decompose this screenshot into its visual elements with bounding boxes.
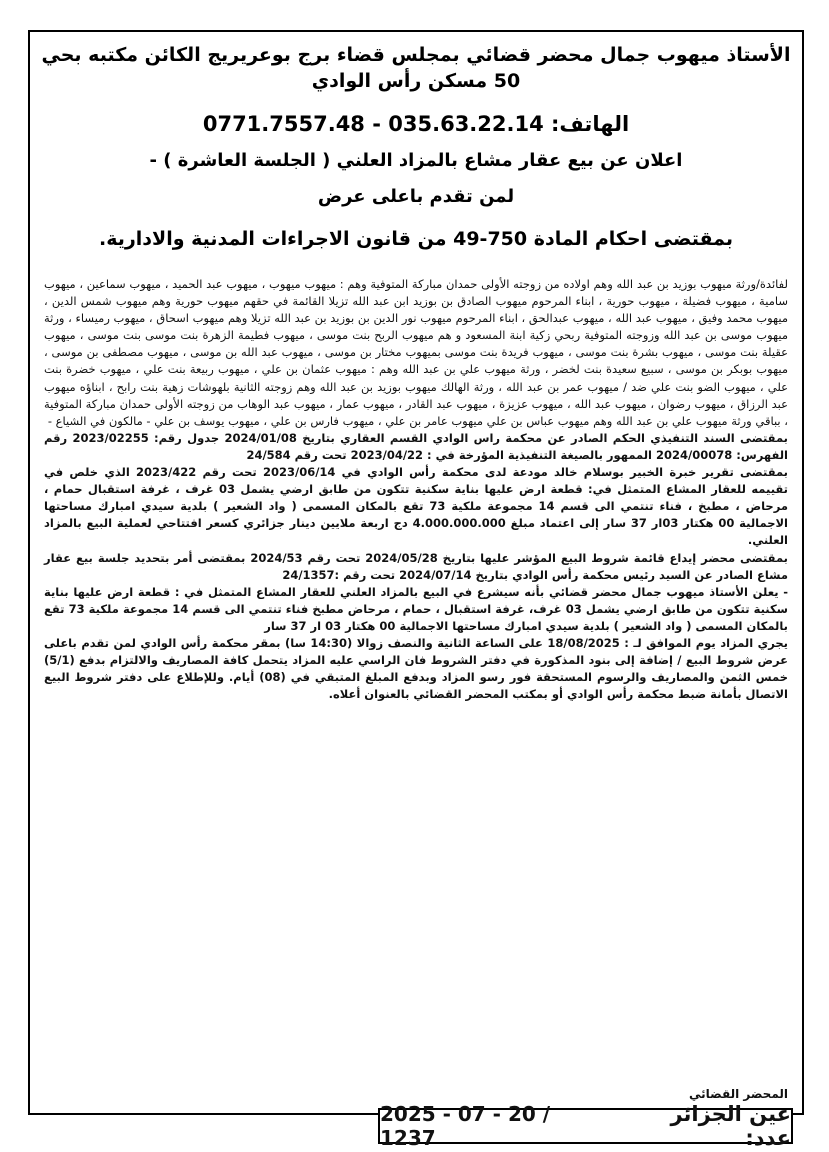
- auction-details-paragraph: يجري المزاد يوم الموافق لـ : 18/08/2025 على الساعة الثانية والنصف زوالا (14:30 سا) بمقر محكمة رأس الوادي لمن تقدم باعلى عرض شروط البيع / إضافة إلى بنود المذكورة في دفتر الشروط فان الراسي عليه المزاد يتحمل كافة المصاريف والالتزام بدفع (5/1) خمس الثمن والمصاريف والرسوم المستحقة فور رسو المزاد وبدفع المبلغ المتبقي في (08) أيام. وللإطلاع على دفتر شروط البيع الاتصال بأمانة ضبط محكمة رأس الوادي أو بمكتب المحضر القضائي بالعنوان أعلاه.: [44, 635, 788, 702]
- notice-body: [44, 276, 788, 703]
- legal-notice-box: [28, 30, 804, 1115]
- publication-footer: [378, 1102, 793, 1150]
- footer-label: عين الجزائر عدد:: [670, 1102, 791, 1150]
- legal-basis: بمقتضى احكام المادة 750-49 من قانون الاجراءات المدنية والادارية.: [98, 228, 734, 250]
- parties-paragraph: لفائدة/ورثة ميهوب بوزيد بن عبد الله وهم اولاده من زوجته الأولى حمدان مباركة المتوفية وهم : ميهوب ميهوب ، ميهوب عبد الحميد ، ميهوب سماعين ، ميهوب سامية ، ميهوب فضيلة ، ميهوب حورية ، ابناء المرحوم ميهوب الصادق بن بوزيد ابن عبد الله تزيلا القائمة في حقهم ميهوب حورية وهم ميهوب شمس الدين ، ميهوب محمد وفيق ، ميهوب عبد الله ، ميهوب عبدالحق ، ابناء المرحوم ميهوب نور الدين بن بوزيد بن عبد الله تزيلا وهم ميهوب اسحاق ، ميهوب رميساء ، ورثة ميهوب موسى بن عبد الله وزوجته المتوفية ربحي زكية ابنة المسعود و هم ميهوب الربح بنت موسى ، ميهوب فطيمة الزهرة بنت موسى بنت موسى ، ميهوب عقيلة بنت موسى ، ميهوب بشرة بنت موسى ، ميهوب فريدة بنت موسى بميهوب مختار بن موسى ، ميهوب عبد الله بن موسى ، ميهوب مصطفى بن موسى ، ميهوب بوبكر بن موسى ، سبيع سعيدة بنت لخضر ، ورثة ميهوب علي بن عبد الله وهم : ميهوب عثمان بن علي ، ميهوب ربيعة بنت علي ، ميهوب خضرة بنت علي ، ميهوب الضو بنت علي ضد / ميهوب عمر بن عبد الله ، ورثة الهالك ميهوب بوزيد بن عبد الله وهم زوجته الثانية بلهوشات زهية بنت رابح ، ابناؤه ميهوب عبد الرزاق ، ميهوب رضوان ، ميهوب عبد الله ، ميهوب عزيزة ، ميهوب عبد القادر ، ميهوب عمار ، ميهوب عبد الوهاب من زوجته الأولى حمدان مباركة المتوفية ، بباقي ورثة ميهوب علي بن عبد الله وهم ميهوب عباس بن علي ميهوب عامر بن علي ، ميهوب فارس بن علي ، ميهوب يوسف بن علي - مالكون في الشياع -: [44, 277, 788, 428]
- footer-issue-date: 2025 - 07 - 20 / 1237: [380, 1102, 551, 1150]
- bailiff-header: الأستاذ ميهوب جمال محضر قضائي بمجلس قضاء برج بوعريريج الكائن مكتبه بحي 50 مسكن رأس الوادي: [41, 44, 791, 92]
- notice-title: اعلان عن بيع عقار مشاع بالمزاد العلني ( الجلسة العاشرة ) -: [149, 150, 683, 171]
- phone-line: الهاتف: 035.63.22.14 - 0771.7557.48: [202, 112, 630, 136]
- conditions-paragraph: بمقتضى محضر إيداع قائمة شروط البيع المؤشر عليها بتاريخ 2024/05/28 تحت رقم 2024/53 بمقتضى أمر بتحديد جلسة بيع عقار مشاع الصادر عن السيد رئيس محكمة رأس الوادي بتاريخ 2024/07/14 تحت رقم :24/1357: [44, 550, 788, 582]
- announcement-paragraph: - يعلن الأستاذ ميهوب جمال محضر قضائي بأنه سيشرع في البيع بالمزاد العلني للعقار المشاع المتمثل في : قطعة ارض عليها بناية سكنية تتكون من طابق ارضي يشمل 03 غرف، غرفة استقبال ، حمام ، مرحاض مطبخ فناء تنتمي الى قسم 14 مجموعة ملكية 73 تقع بالمكان المسمى ( واد الشعير ) بلدية سيدي امبارك مساحتها الاجمالية 00 هكتار 03 ار 37 سار: [44, 584, 788, 633]
- expertise-paragraph: بمقتضى تقرير خبرة الخبير بوسلام خالد مودعة لدى محكمة رأس الوادي في 2023/06/14 تحت رقم 2023/422 الذي خلص في تقييمه للعقار المشاع المتمثل في: قطعة ارض عليها بناية سكنية تتكون من طابق ارضي يشمل 03 غرف ، غرفة استقبال حمام ، مرحاض ، مطبخ ، فناء تنتمي الى قسم 14 مجموعة ملكية 73 تقع بالمكان المسمى ( واد الشعير ) بلدية سيدي امبارك مساحتها الاجمالية 00 هكتار 03ار 37 سار إلى اعتماد مبلغ 4.000.000.000 دج اربعة ملايين دينار جزائري كسعر افتتاحي لعملية البيع بالمزاد العلني.: [44, 465, 788, 548]
- judgment-paragraph: بمقتضى السند التنفيذي الحكم الصادر عن محكمة راس الوادي القسم العقاري بتاريخ 2024/01/08 جدول رقم: 2023/02255 رقم الفهرس: 2024/00078 الممهور بالصيغة التنفيذية المؤرخة في : 2023/04/22 تحت رقم 24/584: [44, 430, 788, 462]
- notice-subtitle: لمن تقدم باعلى عرض: [317, 186, 515, 207]
- signature: المحضر القضائي: [688, 1087, 788, 1101]
